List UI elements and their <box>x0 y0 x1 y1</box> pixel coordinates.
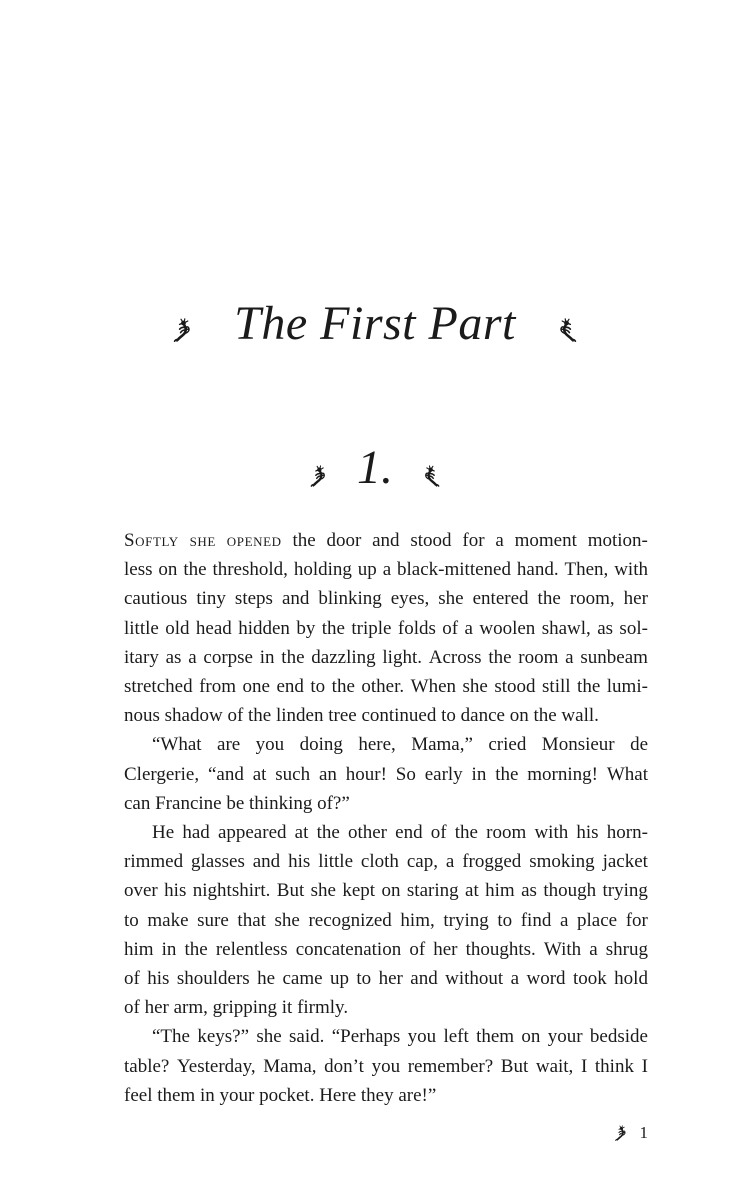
text-line: of her arm, gripping it firmly. <box>124 997 349 1019</box>
text-line: Softly she opened the door and stood for a moment motion- <box>124 530 648 551</box>
text-line: can Francine be thinking of?” <box>124 792 350 814</box>
fleuron-icon <box>309 465 327 487</box>
text-line: over his nightshirt. But she kept on staring at him as though trying <box>124 880 648 902</box>
fleuron-icon <box>423 465 441 487</box>
fleuron-icon <box>614 1125 627 1141</box>
page-footer <box>614 1123 649 1143</box>
chapter-number: 1. <box>357 441 393 494</box>
fleuron-icon <box>172 318 192 342</box>
text-line: stretched from one end to the other. When she stood still the lumi- <box>124 676 648 698</box>
text-line: feel them in your pocket. Here they are!” <box>124 1084 437 1106</box>
text-line: to make sure that she recognized him, trying to find a place for <box>124 909 648 931</box>
text-line: less on the threshold, holding up a black-mittened hand. Then, with <box>124 559 648 581</box>
body-text <box>124 526 648 1110</box>
part-header <box>0 297 750 350</box>
text-line: “The keys?” she said. “Perhaps you left them on your bedside <box>152 1026 648 1048</box>
text-line: table? Yesterday, Mama, don’t you remember? But wait, I think I <box>124 1055 648 1077</box>
fleuron-icon <box>558 318 578 342</box>
text-line: rimmed glasses and his little cloth cap, a frogged smoking jacket <box>124 851 648 873</box>
part-title: The First Part <box>234 297 516 350</box>
text-line: nous shadow of the linden tree continued to dance on the wall. <box>124 705 599 727</box>
text-line: itary as a corpse in the dazzling light. Across the room a sunbeam <box>124 646 648 668</box>
page-number: 1 <box>639 1123 648 1142</box>
text-line: cautious tiny steps and blinking eyes, she entered the room, her <box>124 588 648 610</box>
text-line: He had appeared at the other end of the room with his horn- <box>152 822 648 844</box>
text-line: “What are you doing here, Mama,” cried Monsieur de <box>152 734 648 756</box>
text-line: Clergerie, “and at such an hour! So early in the morning! What <box>124 763 648 785</box>
text-line: him in the relentless concatenation of her thoughts. With a shrug <box>124 938 648 960</box>
text-line: little old head hidden by the triple folds of a woolen shawl, as sol- <box>124 617 648 639</box>
text-line: of his shoulders he came up to her and without a word took hold <box>124 968 648 990</box>
chapter-heading <box>0 441 750 494</box>
